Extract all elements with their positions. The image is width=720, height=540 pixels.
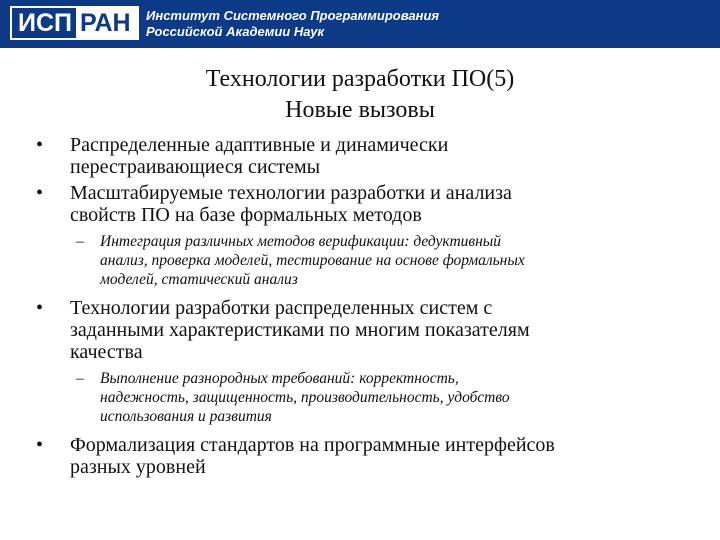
sub-bullet-text-line: анализ, проверка моделей, тестирование на основе формальных: [100, 252, 525, 269]
header-bar: [0, 0, 720, 48]
sub-bullet-item: [0, 369, 720, 426]
organization-line-1: Институт Системного Программирования: [146, 8, 440, 23]
slide-title-line-1: Технологии разработки ПО(5): [205, 66, 515, 92]
sub-bullet-text-line: надежность, защищенность, производительность, удобство: [100, 389, 510, 406]
bullet-text-line: разных уровней: [70, 456, 206, 478]
organization-name: [146, 8, 439, 40]
bullet-text-line: Масштабируемые технологии разработки и анализа: [70, 182, 512, 204]
bullet-text-line: Распределенные адаптивные и динамически: [70, 134, 449, 156]
bullet-text-line: перестраивающиеся системы: [70, 156, 321, 178]
sub-bullet-text-line: Интеграция различных методов верификации: дедуктивный: [100, 233, 502, 250]
ispras-logo: [10, 6, 139, 40]
bullet-marker: •: [36, 297, 44, 319]
organization-line-2: Российской Академии Наук: [146, 24, 325, 39]
bullet-text-line: Формализация стандартов на программные интерфейсов: [70, 434, 555, 456]
bullet-text-line: качества: [70, 341, 143, 363]
sub-bullet-marker: –: [76, 233, 84, 250]
sub-bullet-text-line: Выполнение разнородных требований: корректность,: [100, 370, 459, 387]
slide-content: [0, 134, 720, 482]
bullet-item: [0, 297, 720, 363]
sub-bullet-item: [0, 232, 720, 289]
logo-text-left: ИСП: [18, 9, 72, 37]
bullet-text-line: заданными характеристиками по многим показателям: [70, 319, 530, 341]
slide-title-line-2: Новые вызовы: [285, 97, 435, 123]
bullet-item: [0, 134, 720, 178]
bullet-item: [0, 182, 720, 226]
slide-title: [0, 64, 720, 126]
bullet-marker: •: [36, 434, 44, 456]
bullet-item: [0, 434, 720, 478]
bullet-text-line: Технологии разработки распределенных систем с: [70, 297, 493, 319]
sub-bullet-text-line: использования и развития: [100, 408, 272, 425]
sub-bullet-marker: –: [76, 370, 84, 387]
bullet-text-line: свойств ПО на базе формальных методов: [70, 204, 422, 226]
bullet-marker: •: [36, 134, 44, 156]
logo-text-right: РАН: [76, 8, 137, 38]
bullet-marker: •: [36, 182, 44, 204]
sub-bullet-text-line: моделей, статический анализ: [100, 271, 298, 288]
